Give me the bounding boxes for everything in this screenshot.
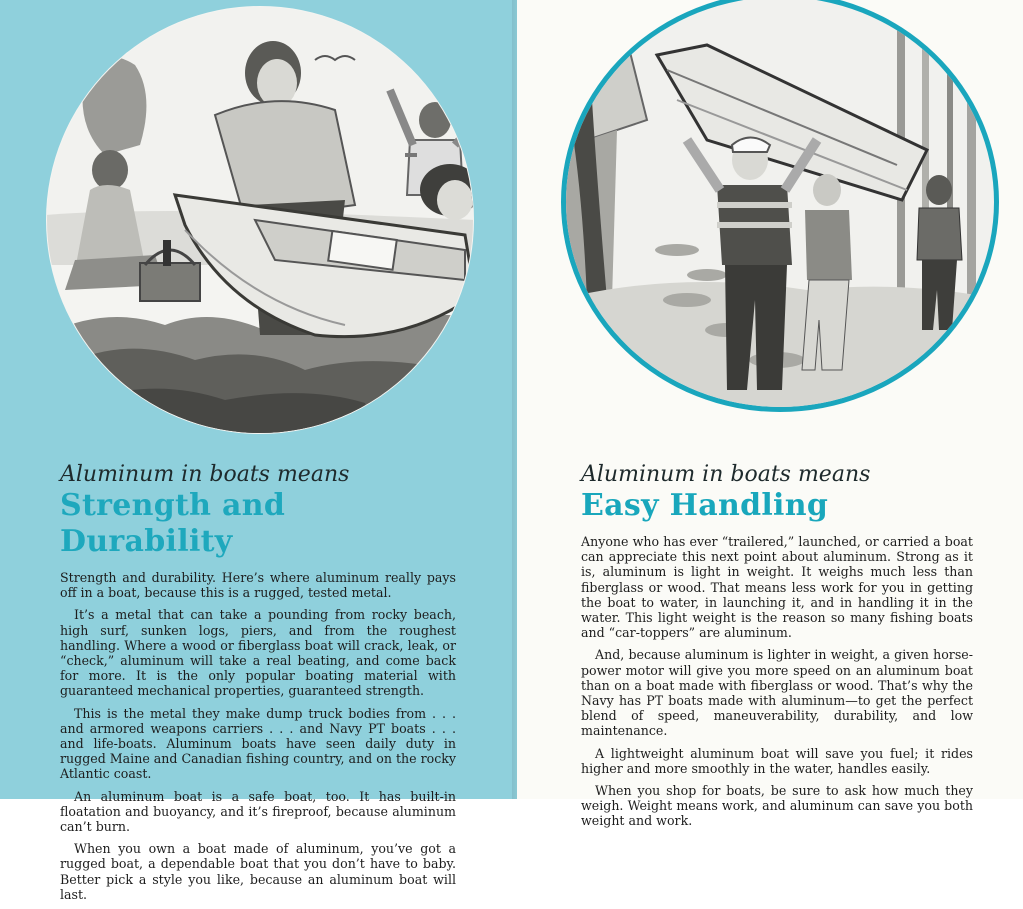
boat-family-illustration: [45, 5, 475, 435]
right-paragraph: Anyone who has ever “trailered,” launched, or carried a boat can appreciate this next point about aluminum. Strong as it is, aluminum is light in weight. It weighs much less than fiberglass or wood. That means less work for you in getting the boat to water, in launching it, and in handling it in the water. This light weight is the reason so many fishing boats and “car-toppers” are aluminum.: [581, 534, 973, 641]
right-headline: Easy Handling: [581, 488, 829, 523]
right-text: [581, 462, 973, 836]
right-kicker: Aluminum in boats means: [581, 462, 871, 487]
left-headline: Strength and Durability: [60, 488, 286, 559]
right-page: [517, 0, 1023, 829]
left-paragraph: When you own a boat made of aluminum, you’ve got a rugged boat, a dependable boat that you don’t have to baby. Better pick a style you like, because an aluminum boat will last.: [60, 841, 456, 902]
left-paragraph: This is the metal they make dump truck bodies from . . . and armored weapons carriers . . . and Navy PT boats . . . and life-boats. Aluminum boats have seen daily duty in rugged Maine and Canadian fishing country, and on the rocky Atlantic coast.: [60, 705, 456, 782]
right-paragraph: And, because aluminum is lighter in weight, a given horse-power motor will give you more speed on an aluminum boat than on a boat made with fiberglass or wood. That’s why the Navy has PT boats made with aluminum—to get the perfect blend of speed, maneuverability, durability, and low maintenance.: [581, 647, 973, 739]
right-paragraph: When you shop for boats, be sure to ask how much they weigh. Weight means work, and aluminum can save you both weight and work.: [581, 783, 973, 829]
left-kicker: Aluminum in boats means: [60, 462, 350, 487]
left-paragraph: It’s a metal that can take a pounding from rocky beach, high surf, sunken logs, piers, and from the roughest handling. Where a wood or fiberglass boat will crack, leak, or “check,” aluminum will take a real beating, and come back for more. It is the only popular boating material with guaranteed mechanical properties, guaranteed strength.: [60, 607, 456, 699]
carrying-boat-illustration: [557, 0, 1003, 410]
right-paragraph: A lightweight aluminum boat will save you fuel; it rides higher and more smoothly in the water, handles easily.: [581, 745, 973, 776]
left-text: [60, 462, 456, 909]
left-paragraph: Strength and durability. Here’s where aluminum really pays off in a boat, because this is a rugged, tested metal.: [60, 570, 456, 601]
left-paragraph: An aluminum boat is a safe boat, too. It has built-in floatation and buoyancy, and it’s fireproof, because aluminum can’t burn.: [60, 788, 456, 835]
